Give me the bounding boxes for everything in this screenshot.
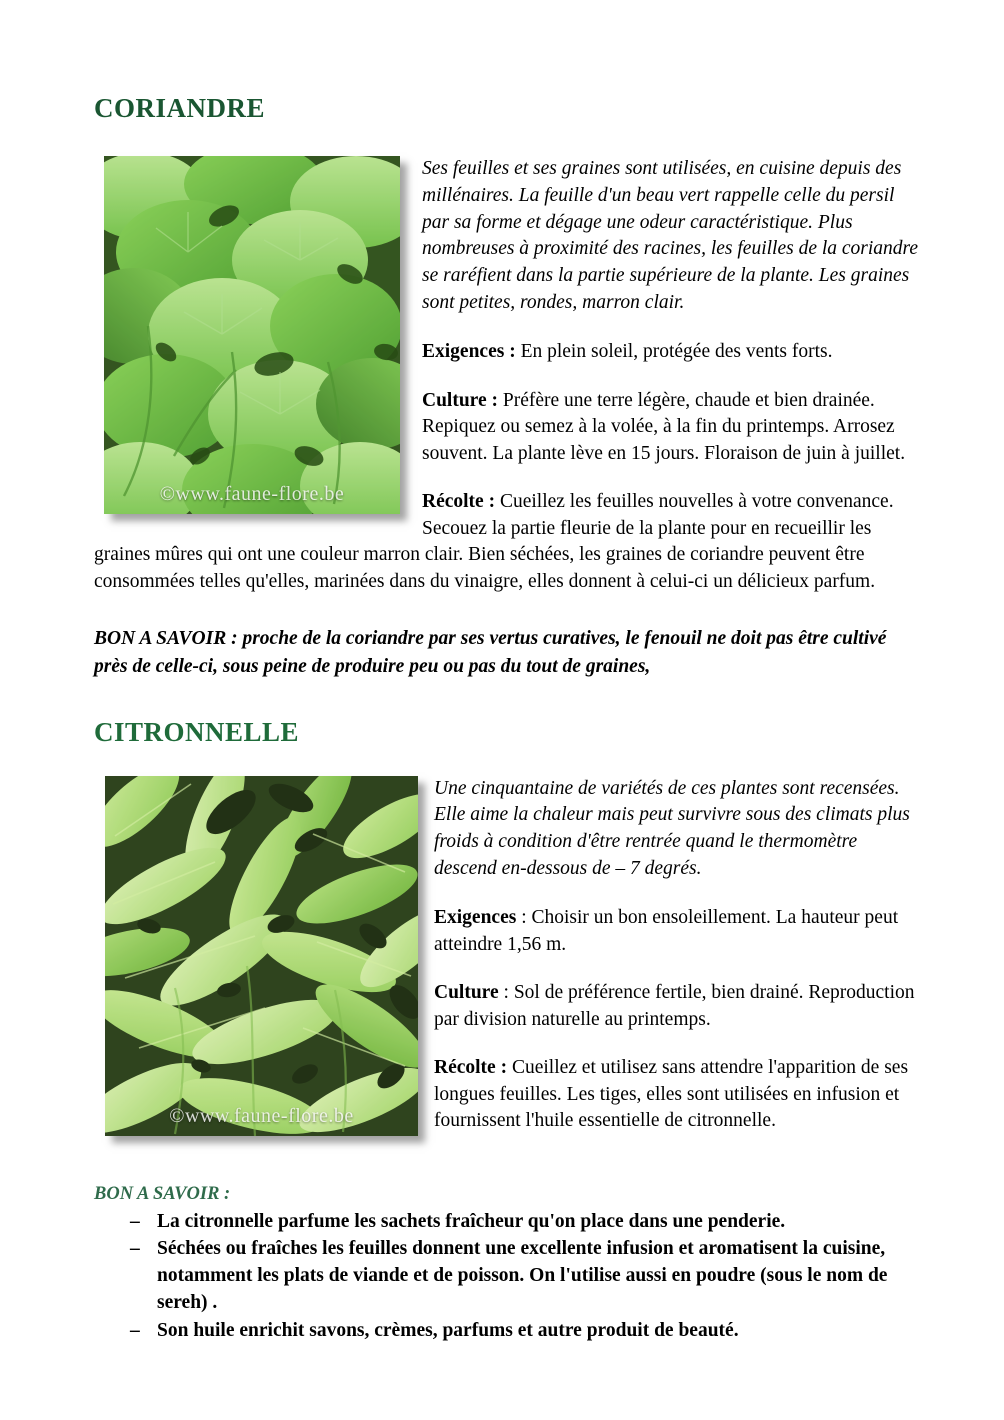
- list-item-text: Séchées ou fraîches les feuilles donnent une excellente infusion et aromatisent la cuisine, notamment les plats de viande et de poisson. On l'utilise aussi en poudre (sous le nom de sereh) .: [157, 1238, 888, 1314]
- list-item: [94, 1209, 924, 1236]
- entry-label: Culture :: [422, 389, 499, 411]
- section-title-citronnelle: CITRONNELLE: [94, 716, 300, 747]
- photo-watermark-citronnelle: ©www.faune-flore.be: [169, 1104, 354, 1127]
- savoir-list: [94, 1209, 924, 1346]
- entry-text: Préfère une terre légère, chaude et bien drainée. Repiquez ou semez à la volée, à la fin du printemps. Arrosez souvent. La plante lève en 15 jours. Floraison de juin à juillet.: [422, 389, 906, 464]
- note-label: BON A SAVOIR :: [94, 628, 243, 650]
- photo-coriandre: [104, 156, 400, 514]
- dash-marker-icon: –: [130, 1320, 140, 1342]
- entry-label: Culture: [434, 982, 499, 1004]
- intro-paragraph-citronnelle: Une cinquantaine de variétés de ces plantes sont recensées. Elle aime la chaleur mais peut survivre sous des climats plus froids à condition d'être rentrée quand le thermomètre descend en-dessous de – 7 degrés.: [434, 777, 910, 880]
- savoir-heading: BON A SAVOIR :: [94, 1183, 231, 1204]
- note-text: proche de la coriandre par ses vertus curatives, le fenouil ne doit pas être cultivé près de celle-ci, sous peine de produire peu ou pas du tout de graines,: [94, 628, 887, 677]
- list-item: [94, 1318, 924, 1345]
- entry-text: : Sol de préférence fertile, bien drainé. Reproduction par division naturelle au printemps.: [434, 982, 915, 1030]
- spacer: [94, 1142, 924, 1182]
- lemongrass-leaves-illustration: [105, 776, 418, 1136]
- entry-text: En plein soleil, protégée des vents forts.: [515, 341, 833, 363]
- entry-label: Récolte :: [422, 491, 496, 513]
- photo-frame-coriandre: [104, 156, 400, 514]
- note-coriandre: [94, 625, 924, 680]
- list-item: [94, 1236, 924, 1317]
- entry-text: : Choisir un bon ensoleillement. La hauteur peut atteindre 1,56 m.: [434, 907, 899, 955]
- entry-label: Exigences :: [422, 341, 516, 363]
- list-item-text: La citronnelle parfume les sachets fraîcheur qu'on place dans une penderie.: [157, 1210, 786, 1232]
- entry-label: Récolte :: [434, 1057, 508, 1079]
- coriander-leaves-illustration: [104, 156, 400, 514]
- section-title-coriandre: CORIANDRE: [94, 93, 266, 123]
- dash-marker-icon: –: [130, 1238, 140, 1260]
- intro-paragraph-coriandre: Ses feuilles et ses graines sont utilisées, en cuisine depuis des millénaires. La feuille d'un beau vert rappelle celle du persil par sa forme et dégage une odeur caractéristique. Plus nombreuses à proximité des racines, les feuilles de la coriandre se raréfient dans la partie supérieure de la plante. Les graines sont petites, rondes, marron clair.: [422, 157, 919, 314]
- spacer: [94, 595, 924, 625]
- photo-watermark-coriandre: ©www.faune-flore.be: [159, 482, 345, 505]
- dash-marker-icon: –: [130, 1210, 140, 1232]
- entry-text: Cueillez les feuilles nouvelles à votre convenance. Secouez la partie fleurie de la plante pour en recueillir les graines mûres qui ont une couleur marron clair. Bien séchées, les graines de coriandre peuvent être consommées telles qu'elles, marinées dans du vinaigre, elles donnent à celui-ci un délicieux parfum.: [94, 491, 894, 592]
- page-content: [94, 0, 924, 1346]
- entry-text: Cueillez et utilisez sans attendre l'apparition de ses longues feuilles. Les tiges, elles sont utilisées en infusion et fournissent l'huile essentielle de citronnelle.: [434, 1057, 909, 1132]
- entry-label: Exigences: [434, 907, 517, 929]
- photo-frame-citronnelle: [105, 776, 418, 1136]
- list-item-text: Son huile enrichit savons, crèmes, parfums et autre produit de beauté.: [157, 1320, 739, 1342]
- photo-citronnelle: [105, 776, 418, 1136]
